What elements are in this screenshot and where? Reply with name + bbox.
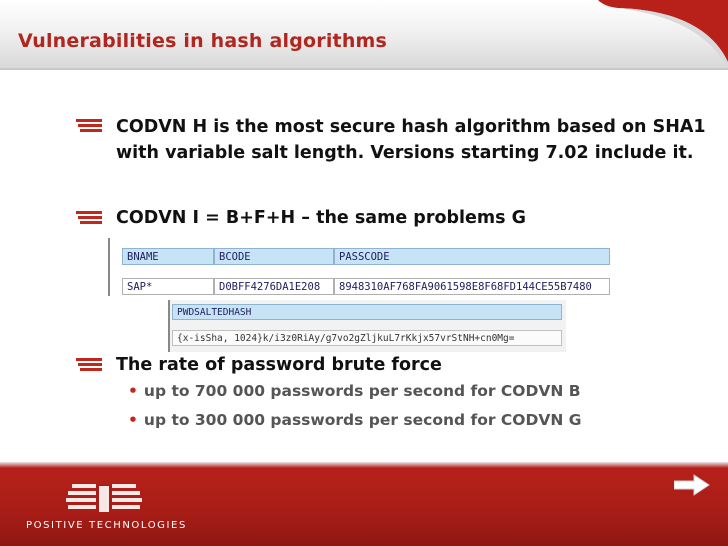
bullet-dot-icon: • [128,411,138,429]
table-header: PASSCODE [334,248,610,265]
bullet-stripes-icon [76,211,102,225]
hash-field-value: {x-isSha, 1024}k/i3z0RiAy/g7vo2gZljkuL7rKkjx57vrStNH+cn0Mg= [172,330,562,346]
bullet-text: The rate of password brute force [116,355,442,375]
sub-bullet-text: up to 300 000 passwords per second for CODVN G [143,411,582,429]
bullet-stripes-icon [76,358,102,372]
table-cell: D0BFF4276DA1E208 [214,278,334,295]
slide-title: Vulnerabilities in hash algorithms [18,30,388,52]
footer-divider [0,462,728,468]
arrow-right-icon[interactable] [674,474,710,496]
hash-field-screenshot [168,300,566,352]
table-cell: SAP* [122,278,214,295]
table-cell: 8948310AF768FA9061598E8F68FD144CE55B7480 [334,278,610,295]
bullet-dot-icon: • [128,382,138,400]
title-bar [0,0,728,70]
company-logo-icon [66,484,142,514]
table-header: BCODE [214,248,334,265]
header-swoosh-decoration [598,0,728,68]
bullet-text: CODVN H is the most secure hash algorithm based on SHA1 with variable salt length. Versions starting 7.02 include it. [116,117,706,163]
bullet-text: CODVN I = B+F+H – the same problems G [116,208,526,228]
sub-bullet [128,409,581,431]
hash-field-header: PWDSALTEDHASH [172,304,562,320]
sub-bullet-text: up to 700 000 passwords per second for CODVN B [143,382,581,400]
bullet-stripes-icon [76,119,102,133]
table-header: BNAME [122,248,214,265]
sap-table-screenshot [108,238,610,296]
sub-bullet [128,380,581,402]
company-name: POSITIVE TECHNOLOGIES [26,520,187,531]
